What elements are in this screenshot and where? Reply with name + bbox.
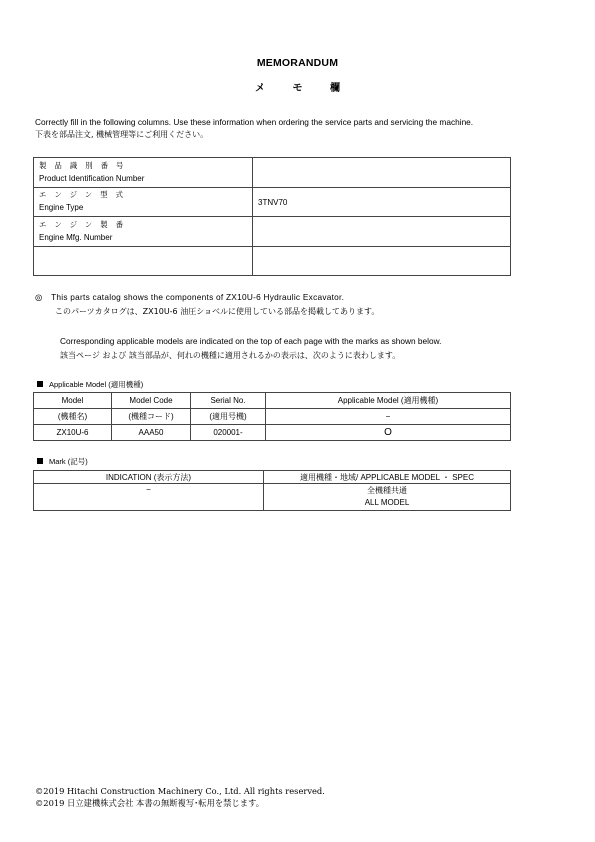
mark-table <box>33 470 511 511</box>
footer <box>35 785 325 809</box>
ident-row-engine-mfg <box>34 217 511 247</box>
applicable-note-en: Corresponding applicable models are indicated on the top of each page with the marks as shown below. <box>60 336 442 346</box>
applicable-note-jp: 該当ページ および 該当部品が、何れの機種に適用されるかの表示は、次のように表わします。 <box>60 351 401 360</box>
label-en: Product Identification Number <box>39 173 145 183</box>
col-header-applicable-spec: 適用機種・地域/ APPLICABLE MODEL ・ SPEC <box>264 471 511 484</box>
copyright-jp: ©2019 日立建機株式会社 本書の無断複写･転用を禁じます。 <box>35 798 265 808</box>
intro-text-en: Correctly fill in the following columns. Use these information when ordering the service parts and servicing the machine. <box>35 117 474 127</box>
catalog-note-text: This parts catalog shows the components of ZX10U-6 Hydraulic Excavator. <box>51 292 345 302</box>
ident-row-blank <box>34 247 511 276</box>
mark-heading <box>37 456 88 467</box>
double-circle-icon: ◎ <box>35 292 43 302</box>
engine-type-field[interactable]: 3TNV70 <box>253 188 511 217</box>
applicable-model-heading <box>37 379 143 390</box>
label-jp: 製品識別番号 <box>39 160 132 170</box>
header-row <box>34 471 511 484</box>
model-cell: ZX10U-6 <box>34 425 112 441</box>
model-code-cell: AAA50 <box>112 425 191 441</box>
applicable-model-table <box>33 392 511 441</box>
engine-mfg-field[interactable] <box>253 217 511 247</box>
square-bullet-icon <box>37 381 43 387</box>
col-header-model: Model <box>34 393 112 409</box>
indication-cell: − <box>34 484 264 511</box>
ident-label <box>34 158 253 188</box>
table-row <box>34 425 511 441</box>
label-jp: エンジン型式 <box>39 190 131 199</box>
square-bullet-icon <box>37 458 43 464</box>
applicable-en: ALL MODEL <box>364 498 410 507</box>
label-en: Engine Mfg. Number <box>39 232 113 242</box>
col-header-model-code-jp: (機種コード) <box>112 409 191 425</box>
ident-label <box>34 188 253 217</box>
ident-label <box>34 217 253 247</box>
ident-row-engine-type <box>34 188 511 217</box>
product-id-field[interactable] <box>253 158 511 188</box>
col-header-serial: Serial No. <box>191 393 266 409</box>
heading-text: Mark (記号) <box>49 457 88 466</box>
title-jp-char: メ <box>255 83 266 94</box>
catalog-note-en <box>35 292 344 303</box>
identification-table <box>33 157 511 276</box>
col-header-serial-jp: (適用号機) <box>191 409 266 425</box>
catalog-note-jp: このパーツカタログは、ZX10U-6 油圧ショベルに使用している部品を掲載してあります。 <box>55 307 380 316</box>
copyright-en: ©2019 Hitachi Construction Machinery Co., Ltd. All rights reserved. <box>35 786 325 796</box>
header-row-jp <box>34 409 511 425</box>
col-header-model-jp: (機種名) <box>34 409 112 425</box>
col-header-applicable-sub: − <box>266 409 511 425</box>
label-en: Engine Type <box>39 203 84 212</box>
title-jp-char: 欄 <box>329 83 340 94</box>
col-header-applicable: Applicable Model (適用機種) <box>266 393 511 409</box>
applicable-mark-cell: O <box>266 425 511 441</box>
title-jp-char: モ <box>292 83 303 94</box>
applicable-spec-cell <box>264 484 511 511</box>
col-header-model-code: Model Code <box>112 393 191 409</box>
col-header-indication: INDICATION (表示方法) <box>34 471 264 484</box>
blank-value-field[interactable] <box>253 247 511 276</box>
ident-row-product-id <box>34 158 511 188</box>
applicable-jp: 全機種共通 <box>367 486 407 495</box>
intro-text-jp: 下表を部品注文, 機械管理等にご利用ください。 <box>35 130 209 139</box>
serial-cell: 020001- <box>191 425 266 441</box>
header-row <box>34 393 511 409</box>
heading-text: Applicable Model (適用機種) <box>49 380 144 389</box>
table-row <box>34 484 511 511</box>
label-jp: エンジン製番 <box>39 219 131 229</box>
page-title-jp <box>0 79 595 94</box>
blank-label-field[interactable] <box>34 247 253 276</box>
page-title: MEMORANDUM <box>256 57 339 69</box>
